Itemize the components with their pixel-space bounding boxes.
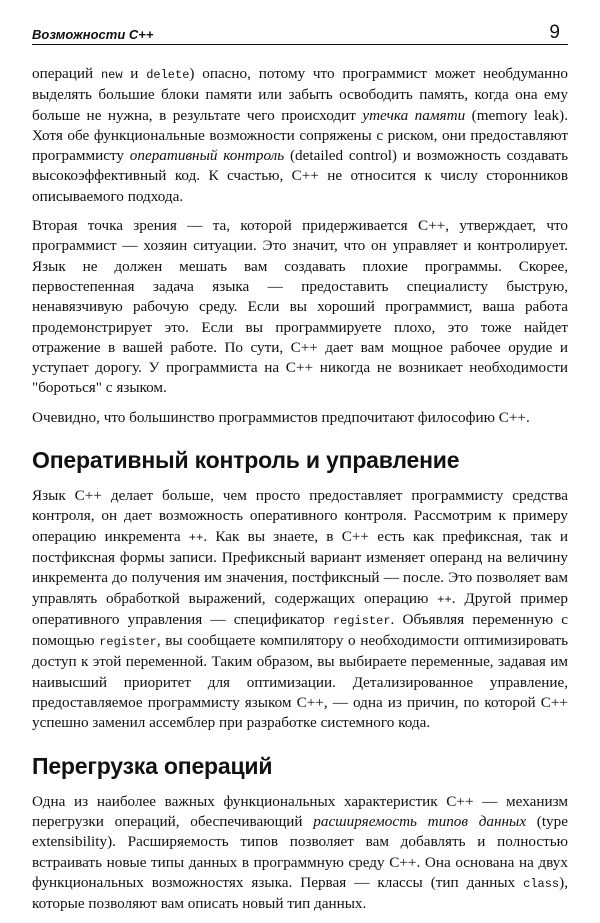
code-term: ++ xyxy=(188,530,204,545)
code-term: new xyxy=(100,68,123,82)
section-heading-detailed-control: Оперативный контроль и управление xyxy=(32,447,460,474)
paragraph-memory-leak: операций new и delete) опасно, потому что программист может необдуманно выделять большие блоки памяти или забыть освободить память, когда она ему больше не нужна, в результате чего происходит утечка памяти (memory leak). Хотя обе функциональные возможности сопряжены с риском, они предоставляют программисту оперативный контроль (detailed control) и возможность создавать высокоэффективный код. К счастью, С++ не относится к числу сторонников описываемого подхода. xyxy=(32,65,569,205)
code-term: delete xyxy=(146,68,190,82)
book-page xyxy=(32,20,568,923)
emphasized-term: расширяемость типов данных xyxy=(313,812,527,830)
code-term: register xyxy=(99,635,157,650)
paragraph-programmer-control: Вторая точка зрения — та, которой придерживается С++, утверждает, что программист — хозяин ситуации. Это значит, что он управляет и контролирует. Язык не должен мешать вам создавать плохие программы. Скорее, первостепенная задача языка — предоставить специалисту быструю, ненавязчивую рабочую среду. Если вы хороший программист, ваша работа продемонстрирует это. Если вы программируете плохо, это тоже найдет отражение в вашей работе. По сути, С++ дает вам мощное рабочее орудие и уступает дорогу. У программиста на С++ никогда не возникает необходимости "бороться" с языком. xyxy=(32,217,568,397)
emphasized-term: оперативный контроль xyxy=(129,147,285,165)
code-term: ++ xyxy=(437,592,452,607)
running-title: Возможности С++ xyxy=(32,27,154,42)
paragraph-type-extensibility: Одна из наиболее важных функциональных характеристик С++ — механизм перегрузки операций, обеспечивающий расширяемость типов данных (type extensibility). Расширяемость типов позволяет вам добавлять и полностью встраивать новые типы данных в программную среду С++. Она основана на двух функциональных возможностях языка. Первая — классы (тип данных class), которые позволяют вам описать новый тип данных. xyxy=(32,792,568,913)
code-term: register xyxy=(332,613,391,628)
running-header xyxy=(32,20,568,45)
code-term: class xyxy=(523,876,560,891)
paragraph-increment-register: Язык С++ делает больше, чем просто предоставляет программисту средства контроля, он дает возможность оперативного контроля. Рассмотрим к примеру операцию инкремента ++. Как вы знаете, в С++ есть как префиксная, так и постфиксная формы записи. Префиксный вариант изменяет операнд на величину инкремента до получения им значения, постфиксный — после. Это позволяет вам управлять обработкой выражений, содержащих операцию ++. Другой пример оперативного управления — спецификатор register. Объявляя переменную с помощью register, вы сообщаете компилятору о необходимости оптимизировать доступ к этой переменной. Таким образом, вы выбираете переменные, задавая им наивысший приоритет для оптимизации. Детализированное управление, предоставляемое программисту языком С++, — одна из причин, по которой С++ успешно заменил ассемблер при разработке системного кода. xyxy=(32,487,568,732)
emphasized-term: утечка памяти xyxy=(362,106,466,124)
section-heading-operator-overloading: Перегрузка операций xyxy=(32,752,273,779)
page-content xyxy=(32,64,568,914)
page-number: 9 xyxy=(549,22,560,43)
paragraph-philosophy: Очевидно, что большинство программистов предпочитают философию С++. xyxy=(32,408,530,426)
